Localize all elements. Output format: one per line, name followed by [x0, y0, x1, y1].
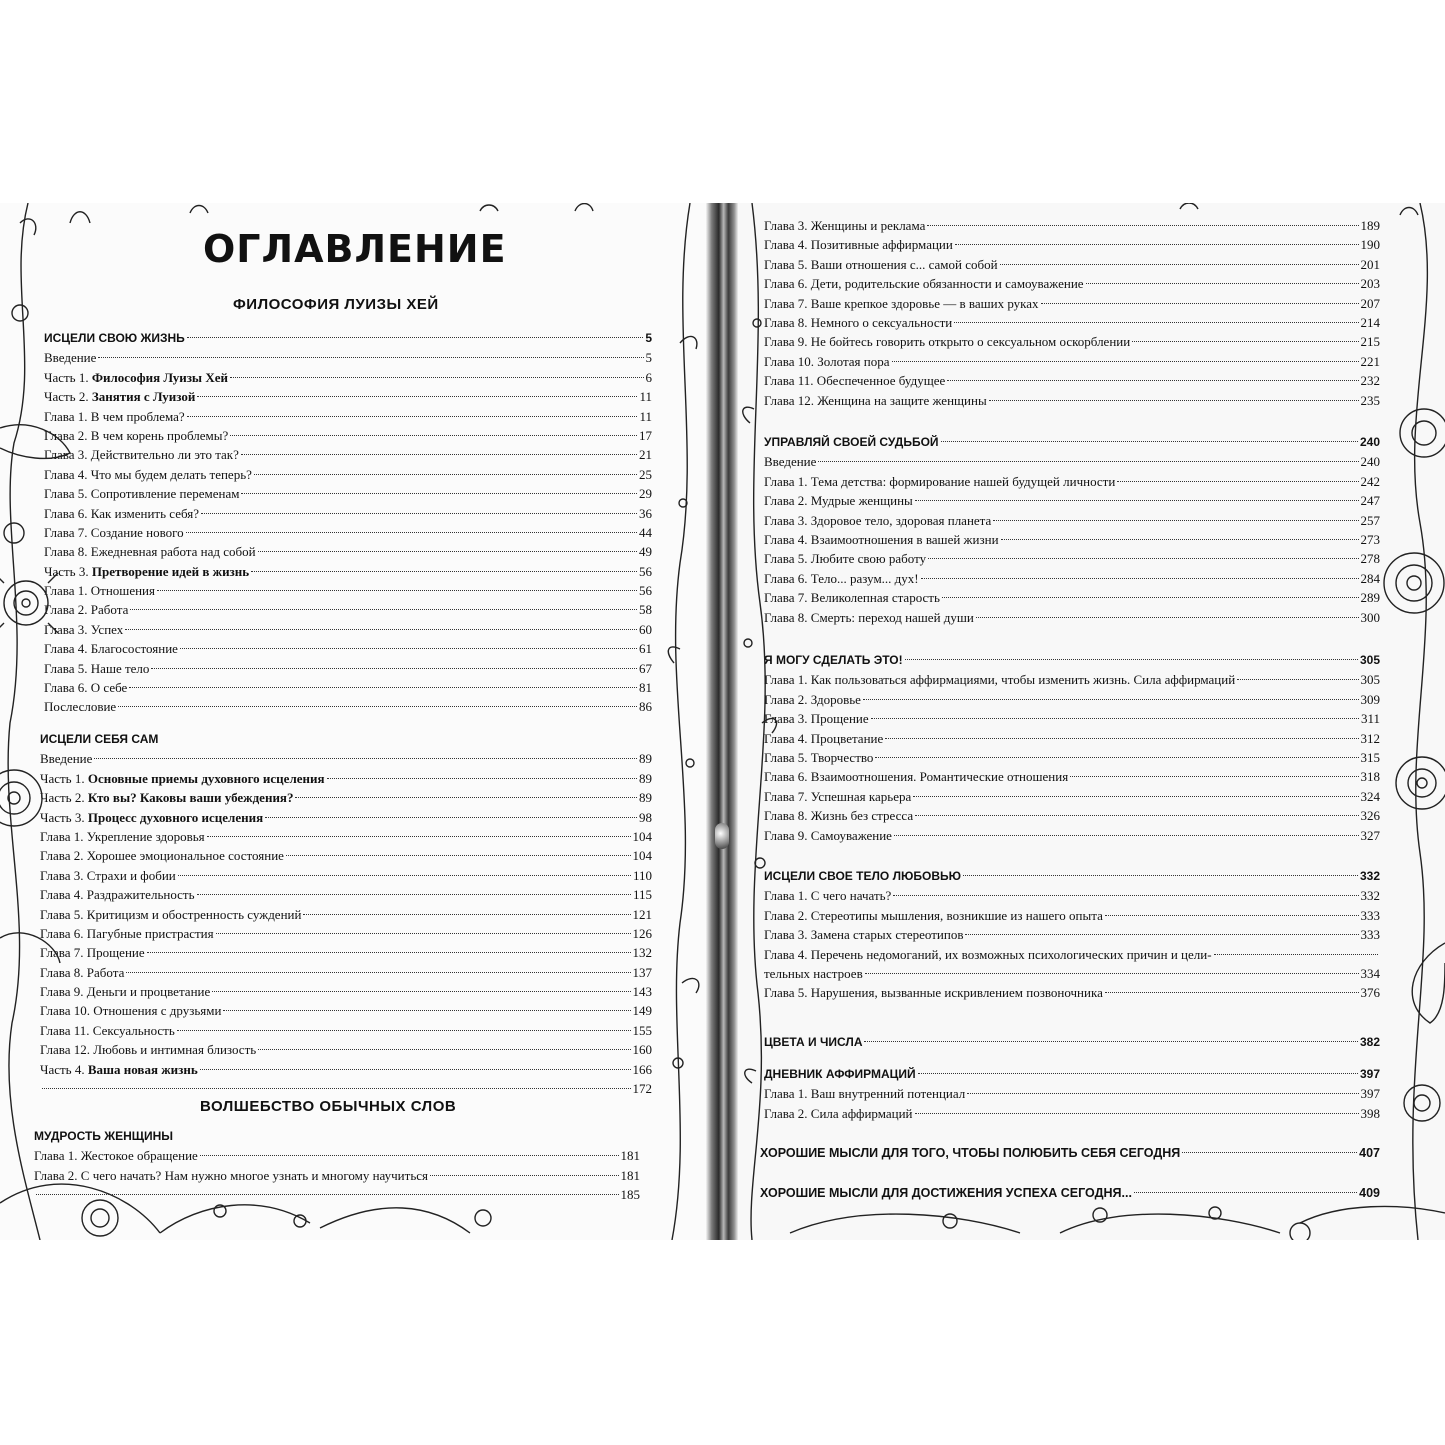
toc-entry-label: Глава 1. С чего начать? [764, 888, 892, 904]
toc-entry[interactable] [40, 1021, 652, 1040]
toc-entry[interactable] [764, 294, 1380, 313]
toc-entry-page: 149 [632, 1003, 652, 1019]
toc-entry-page: 333 [1360, 907, 1380, 923]
toc-entry-page: 232 [1360, 373, 1380, 389]
toc-entry-page: 309 [1360, 691, 1380, 707]
toc-entry-label: Глава 5. Наше тело [44, 660, 150, 676]
toc-entry-label: Глава 5. Критицизм и обостренность суждений [40, 906, 302, 922]
toc-entry-label: Глава 5. Ваши отношения с... самой собой [764, 256, 998, 272]
toc-entry-label: Глава 2. Стереотипы мышления, возникшие из нашего опыта [764, 907, 1103, 923]
toc-entry-label: Глава 1. Укрепление здоровья [40, 828, 205, 844]
toc-entry[interactable] [764, 964, 1380, 983]
toc-entry-page: 49 [639, 544, 652, 560]
toc-entry[interactable] [44, 562, 652, 581]
left-page [0, 203, 706, 1240]
toc-entry-page: 318 [1360, 769, 1380, 785]
toc-entry-page: 60 [639, 621, 652, 637]
toc-entry-page: 214 [1360, 314, 1380, 330]
toc-entry[interactable] [44, 581, 652, 600]
toc-entry-page: 207 [1360, 295, 1380, 311]
toc-entry[interactable] [44, 445, 652, 464]
toc-entry[interactable] [44, 697, 652, 716]
toc-entry-page: 56 [639, 563, 652, 579]
toc-section-header[interactable]: ХОРОШИЕ МЫСЛИ ДЛЯ ТОГО, ЧТОБЫ ПОЛЮБИТЬ СЕБЯ СЕГОДНЯ 407 [760, 1146, 1380, 1160]
toc-entry[interactable] [764, 886, 1380, 905]
toc-entry-label: Глава 2. С чего начать? Нам нужно многое узнать и многому научиться [34, 1167, 428, 1183]
toc-entry-label: Глава 5. Сопротивление переменам [44, 486, 240, 502]
toc-entry-page: 333 [1360, 927, 1380, 943]
toc-entry-label: тельных настроев [764, 965, 863, 981]
toc-right-section-5 [764, 1033, 1380, 1052]
toc-entry[interactable] [44, 639, 652, 658]
toc-entry-label: Глава 12. Женщина на защите женщины [764, 392, 987, 408]
toc-right-section-4 [764, 867, 1380, 1003]
toc-entry[interactable] [764, 452, 1380, 471]
toc-entry[interactable] [34, 1185, 640, 1204]
toc-entry-page: 326 [1360, 808, 1380, 824]
toc-entry[interactable] [764, 255, 1380, 274]
toc-entry-page: 324 [1360, 788, 1380, 804]
toc-entry-page: 240 [1360, 454, 1380, 470]
toc-entry-label: Глава 6. Как изменить себя? [44, 505, 200, 521]
toc-entry-label: Глава 8. Работа [40, 964, 125, 980]
toc-entry-page: 311 [1360, 711, 1380, 727]
toc-entry-label: Глава 1. В чем проблема? [44, 408, 185, 424]
toc-entry[interactable] [44, 659, 652, 678]
toc-entry-page: 58 [639, 602, 652, 618]
toc-entry-label: Глава 12. Любовь и интимная близость [40, 1042, 257, 1058]
toc-entry-label: Глава 10. Отношения с друзьями [40, 1003, 222, 1019]
toc-entry[interactable] [764, 371, 1380, 390]
toc-entry-label: Глава 6. Дети, родительские обязанности и самоуважение [764, 276, 1084, 292]
toc-entry[interactable] [764, 906, 1380, 925]
toc-entry-page: 11 [639, 389, 652, 405]
toc-entry-page: 36 [639, 505, 652, 521]
toc-entry-label: Глава 2. Здоровье [764, 691, 861, 707]
toc-entry-label: Глава 3. Успех [44, 621, 124, 637]
toc-entry[interactable] [44, 542, 652, 561]
toc-entry[interactable] [764, 690, 1380, 709]
toc-entry[interactable] [764, 549, 1380, 568]
toc-entry-page: 56 [639, 583, 652, 599]
toc-entry[interactable] [764, 511, 1380, 530]
toc-entry-page: 67 [639, 660, 652, 676]
toc-left-section-2 [40, 730, 652, 1098]
toc-entry-label: Послесловие [44, 699, 117, 715]
toc-entry-label: Глава 1. Ваш внутренний потенциал [764, 1086, 966, 1102]
toc-entry-page: 376 [1360, 985, 1380, 1001]
toc-entry[interactable] [764, 235, 1380, 254]
toc-entry-label: Глава 4. Взаимоотношения в вашей жизни [764, 531, 999, 547]
toc-entry[interactable] [764, 352, 1380, 371]
toc-entry-label: Глава 5. Нарушения, вызванные искривлением позвоночника [764, 985, 1103, 1001]
toc-entry-page: 203 [1360, 276, 1380, 292]
toc-entry-label: Глава 2. Сила аффирмаций [764, 1105, 913, 1121]
toc-entry[interactable] [40, 1040, 652, 1059]
toc-entry-page: 289 [1360, 590, 1380, 606]
toc-entry[interactable] [40, 1001, 652, 1020]
toc-entry-page: 121 [632, 906, 652, 922]
toc-entry-page: 397 [1360, 1086, 1380, 1102]
toc-entry-page: 334 [1360, 965, 1380, 981]
toc-entry[interactable] [40, 808, 652, 827]
toc-entry[interactable] [764, 983, 1380, 1002]
toc-entry-label: Часть 3. Претворение идей в жизнь [44, 563, 250, 579]
toc-entry-page: 61 [639, 641, 652, 657]
toc-entry[interactable] [34, 1166, 640, 1185]
toc-section-header[interactable]: МУДРОСТЬ ЖЕНЩИНЫ [34, 1129, 174, 1143]
toc-entry-page: 201 [1360, 256, 1380, 272]
toc-entry[interactable] [44, 426, 652, 445]
toc-entry-label: Глава 9. Не бойтесь говорить открыто о сексуальном оскорблении [764, 334, 1131, 350]
toc-entry[interactable] [44, 368, 652, 387]
toc-entry-label: Глава 5. Любите свою работу [764, 551, 927, 567]
toc-entry-label: Глава 3. Женщины и реклама [764, 218, 926, 233]
toc-entry-page: 126 [632, 925, 652, 941]
toc-entry[interactable] [40, 827, 652, 846]
toc-entry[interactable] [764, 945, 1380, 964]
toc-entry-page: 221 [1360, 353, 1380, 369]
right-page [738, 203, 1445, 1240]
toc-section-header[interactable]: Я МОГУ СДЕЛАТЬ ЭТО! 305 [764, 653, 1380, 667]
toc-entry[interactable] [40, 924, 652, 943]
toc-entry[interactable] [764, 767, 1380, 786]
toc-entry-label: Глава 8. Жизнь без стресса [764, 808, 914, 824]
toc-entry-page: 5 [645, 350, 652, 366]
toc-entry[interactable] [40, 788, 652, 807]
toc-entry-label: Глава 4. Позитивные аффирмации [764, 237, 953, 253]
toc-entry-page: 98 [639, 809, 652, 825]
toc-entry-page: 312 [1360, 730, 1380, 746]
toc-entry-page: 300 [1360, 609, 1380, 625]
toc-entry[interactable] [40, 963, 652, 982]
toc-entry-page: 181 [620, 1167, 640, 1183]
toc-entry-page: 44 [639, 524, 652, 540]
book-spine [706, 203, 738, 1240]
toc-entry-page: 305 [1360, 672, 1380, 688]
toc-entry[interactable] [764, 826, 1380, 845]
book-title-philosophy: ФИЛОСОФИЯ ЛУИЗЫ ХЕЙ [233, 296, 439, 313]
toc-entry-label: Глава 1. Как пользоваться аффирмациями, чтобы изменить жизнь. Сила аффирмаций [764, 672, 1236, 688]
toc-entry-page: 137 [632, 964, 652, 980]
toc-entry-label: Глава 3. Прощение [764, 711, 869, 727]
toc-entry-page: 278 [1360, 551, 1380, 567]
toc-entry-page: 29 [639, 486, 652, 502]
toc-entry-page: 86 [639, 699, 652, 715]
toc-title: ОГЛАВЛЕНИЕ [203, 227, 507, 271]
toc-entry-label: Глава 3. Страхи и фобии [40, 867, 176, 883]
toc-entry-page: 132 [632, 945, 652, 961]
toc-entry-page: 166 [632, 1061, 652, 1077]
toc-entry-label: Глава 6. Тело... разум... дух! [764, 570, 919, 586]
toc-section-header[interactable]: ИСЦЕЛИ СВОЕ ТЕЛО ЛЮБОВЬЮ 332 [764, 869, 1380, 883]
toc-entry-page: 284 [1360, 570, 1380, 586]
toc-entry[interactable] [40, 1060, 652, 1079]
toc-entry-page: 247 [1360, 493, 1380, 509]
toc-entry-label: Глава 9. Самоуважение [764, 827, 892, 843]
toc-entry[interactable] [40, 943, 652, 962]
toc-entry[interactable] [44, 348, 652, 367]
book-title-magic-words: ВОЛШЕБСТВО ОБЫЧНЫХ СЛОВ [200, 1098, 457, 1115]
toc-right-section-2 [764, 433, 1380, 627]
toc-entry[interactable] [40, 769, 652, 788]
toc-entry-page: 89 [639, 790, 652, 806]
toc-entry-label: Глава 8. Смерть: переход нашей души [764, 609, 974, 625]
toc-entry-label: Часть 4. Ваша новая жизнь [40, 1061, 198, 1077]
toc-entry[interactable] [44, 620, 652, 639]
toc-left-section-3 [34, 1127, 640, 1205]
toc-entry-label: Глава 8. Немного о сексуальности [764, 314, 953, 330]
toc-entry-page: 332 [1360, 888, 1380, 904]
toc-entry-page: 189 [1360, 218, 1380, 233]
toc-entry[interactable] [764, 588, 1380, 607]
toc-entry-page: 115 [632, 887, 652, 903]
toc-section-header[interactable]: ХОРОШИЕ МЫСЛИ ДЛЯ ДОСТИЖЕНИЯ УСПЕХА СЕГОДНЯ... 409 [760, 1186, 1380, 1200]
toc-entry[interactable] [764, 608, 1380, 627]
toc-entry-label: Глава 6. Взаимоотношения. Романтические отношения [764, 769, 1069, 785]
toc-entry-page: 327 [1360, 827, 1380, 843]
toc-entry-page: 17 [639, 427, 652, 443]
toc-entry-label: Глава 7. Ваше крепкое здоровье — в ваших руках [764, 295, 1039, 311]
toc-entry-page: 104 [632, 848, 652, 864]
toc-entry-label: Часть 3. Процесс духовного исцеления [40, 809, 264, 825]
toc-entry-label: Часть 2. Занятия с Луизой [44, 389, 196, 405]
toc-entry[interactable] [44, 484, 652, 503]
open-book [0, 203, 1445, 1240]
toc-right-section-7 [760, 1144, 1380, 1163]
toc-entry-label: Глава 4. Благосостояние [44, 641, 178, 657]
toc-right-section-8 [760, 1184, 1380, 1203]
toc-entry-label: Глава 3. Действительно ли это так? [44, 447, 239, 463]
toc-entry-label: Глава 4. Процветание [764, 730, 884, 746]
toc-entry-label: Глава 3. Здоровое тело, здоровая планета [764, 512, 992, 528]
toc-entry-page: 89 [639, 770, 652, 786]
toc-entry[interactable] [34, 1146, 640, 1165]
toc-entry-page: 215 [1360, 334, 1380, 350]
toc-entry[interactable] [40, 866, 652, 885]
toc-right-section-3 [764, 651, 1380, 845]
toc-entry-label: Глава 3. Замена старых стереотипов [764, 927, 964, 943]
toc-entry-page: 185 [620, 1187, 640, 1203]
toc-section-header[interactable]: ЦВЕТА И ЧИСЛА 382 [764, 1035, 1380, 1049]
toc-entry[interactable] [764, 1104, 1380, 1123]
toc-entry-label: Глава 6. О себе [44, 680, 128, 696]
toc-entry-page: 21 [639, 447, 652, 463]
toc-entry-label: Глава 4. Раздражительность [40, 887, 195, 903]
toc-entry-page: 190 [1360, 237, 1380, 253]
toc-entry-page: 6 [645, 369, 652, 385]
toc-entry-label: Глава 4. Что мы будем делать теперь? [44, 466, 252, 482]
toc-entry-page: 155 [632, 1022, 652, 1038]
toc-entry-label: Глава 11. Обеспеченное будущее [764, 373, 946, 389]
toc-right-section-6 [764, 1065, 1380, 1123]
toc-entry-label: Глава 11. Сексуальность [40, 1022, 175, 1038]
toc-entry[interactable] [764, 274, 1380, 293]
toc-entry-page: 315 [1360, 749, 1380, 765]
toc-entry-page: 242 [1360, 473, 1380, 489]
toc-entry[interactable] [764, 709, 1380, 728]
toc-section-header[interactable]: ИСЦЕЛИ СВОЮ ЖИЗНЬ 5 [44, 331, 652, 345]
toc-entry-page: 172 [632, 1081, 652, 1097]
toc-entry-label: Глава 9. Деньги и процветание [40, 984, 211, 1000]
toc-entry[interactable] [764, 787, 1380, 806]
toc-entry[interactable] [764, 313, 1380, 332]
toc-entry[interactable] [764, 332, 1380, 351]
toc-entry[interactable] [40, 846, 652, 865]
toc-entry[interactable] [40, 749, 652, 768]
toc-entry-label: Глава 1. Отношения [44, 583, 155, 599]
toc-entry[interactable] [44, 678, 652, 697]
toc-entry-label: Глава 6. Пагубные пристрастия [40, 925, 214, 941]
toc-entry-label: Часть 1. Основные приемы духовного исцеления [40, 770, 325, 786]
toc-entry[interactable] [44, 387, 652, 406]
toc-entry[interactable] [40, 1079, 652, 1098]
toc-entry-page: 257 [1360, 512, 1380, 528]
toc-entry[interactable] [40, 885, 652, 904]
toc-entry-page: 398 [1360, 1105, 1380, 1121]
toc-entry[interactable] [40, 905, 652, 924]
toc-entry[interactable] [764, 670, 1380, 689]
toc-entry-label: Глава 10. Золотая пора [764, 353, 890, 369]
toc-entry-page: 143 [632, 984, 652, 1000]
toc-entry[interactable] [764, 925, 1380, 944]
toc-entry-label: Глава 1. Жестокое обращение [34, 1148, 198, 1164]
toc-entry-label: Глава 7. Прощение [40, 945, 145, 961]
toc-entry[interactable] [764, 806, 1380, 825]
toc-entry-page: 181 [620, 1148, 640, 1164]
toc-entry-label: Глава 2. В чем корень проблемы? [44, 427, 229, 443]
toc-entry[interactable] [40, 982, 652, 1001]
toc-entry[interactable] [44, 407, 652, 426]
toc-entry-page: 11 [639, 408, 652, 424]
toc-entry[interactable] [764, 472, 1380, 491]
toc-left-section-1 [44, 329, 652, 717]
toc-entry-label: Глава 4. Перечень недомоганий, их возможных психологических причин и цели- [764, 946, 1212, 962]
toc-entry-label: Глава 2. Мудрые женщины [764, 493, 913, 509]
spine-clasp [715, 823, 729, 849]
toc-entry[interactable] [764, 729, 1380, 748]
toc-entry-label: Глава 7. Успешная карьера [764, 788, 912, 804]
toc-entry[interactable] [764, 530, 1380, 549]
toc-entry-label: Введение [764, 454, 817, 470]
toc-entry-label: Введение [40, 751, 93, 767]
toc-entry-page: 110 [632, 867, 652, 883]
toc-entry-page: 104 [632, 828, 652, 844]
toc-entry[interactable] [44, 523, 652, 542]
toc-entry-label: Глава 8. Ежедневная работа над собой [44, 544, 256, 560]
toc-entry[interactable] [764, 391, 1380, 410]
toc-section-header[interactable]: ИСЦЕЛИ СЕБЯ САМ [40, 732, 159, 746]
toc-entry[interactable] [764, 569, 1380, 588]
toc-entry[interactable] [764, 1084, 1380, 1103]
toc-entry-page: 89 [639, 751, 652, 767]
toc-entry-page: 25 [639, 466, 652, 482]
toc-entry-label: Часть 1. Философия Луизы Хей [44, 369, 228, 385]
toc-entry-page: 235 [1360, 392, 1380, 408]
toc-entry[interactable] [764, 491, 1380, 510]
toc-entry-page: 160 [632, 1042, 652, 1058]
toc-entry[interactable] [764, 216, 1380, 235]
toc-right-section-1 [764, 216, 1380, 410]
toc-entry[interactable] [44, 600, 652, 619]
toc-entry[interactable] [44, 504, 652, 523]
toc-entry[interactable] [44, 465, 652, 484]
toc-entry-label: Глава 7. Создание нового [44, 524, 184, 540]
toc-entry-label: Глава 1. Тема детства: формирование нашей будущей личности [764, 473, 1116, 489]
toc-entry-label: Глава 5. Творчество [764, 749, 874, 765]
toc-entry-label: Глава 7. Великолепная старость [764, 590, 940, 606]
toc-entry-page: 273 [1360, 531, 1380, 547]
toc-section-header[interactable]: ДНЕВНИК АФФИРМАЦИЙ 397 [764, 1067, 1380, 1081]
toc-entry-page: 81 [639, 680, 652, 696]
toc-entry[interactable] [764, 748, 1380, 767]
toc-entry-label: Введение [44, 350, 97, 366]
toc-section-header[interactable]: УПРАВЛЯЙ СВОЕЙ СУДЬБОЙ 240 [764, 435, 1380, 449]
toc-entry-label: Глава 2. Работа [44, 602, 129, 618]
toc-entry-label: Часть 2. Кто вы? Каковы ваши убеждения? [40, 790, 294, 806]
toc-entry-label: Глава 2. Хорошее эмоциональное состояние [40, 848, 284, 864]
